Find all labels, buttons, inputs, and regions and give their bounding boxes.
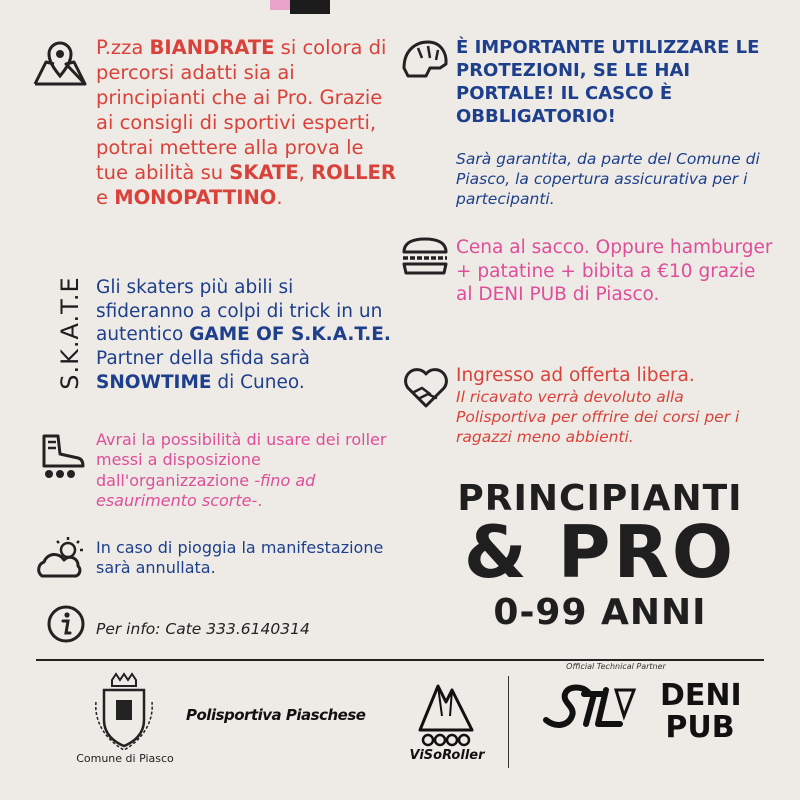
snowtime-word: SNOWTIME [96, 371, 212, 393]
period: . [257, 491, 263, 511]
rain-paragraph: In caso di pioggia la manifestazione sarà annullata. [96, 538, 384, 578]
roller-paragraph [96, 430, 396, 512]
skate-game-text: Gli skaters più abili si sfideranno a colpi di trick in un autentico [96, 277, 383, 346]
weather-icon [34, 536, 90, 584]
partner-text: Partner della sfida sarà [96, 348, 310, 370]
dinner-paragraph: Cena al sacco. Oppure hamburger + patatine + bibita a €10 grazie al DENI PUB di Piasco. [456, 237, 773, 306]
headline-and-pro: & PRO [463, 510, 737, 594]
comma: , [298, 160, 312, 184]
headline-age-range: 0-99 ANNI [493, 592, 707, 633]
skate-word: SKATE [229, 160, 299, 184]
comune-crest-logo [92, 672, 156, 752]
donation-paragraph: Il ricavato verrà devoluto alla Polisportiva per offrire dei corsi per i ragazzi meno abbienti. [456, 388, 740, 446]
roller-skate-icon [36, 432, 88, 480]
headline-principianti: PRINCIPIANTI [457, 478, 743, 519]
period: . [276, 185, 283, 209]
info-icon [46, 604, 86, 644]
visoroller-logo [416, 676, 476, 748]
roller-word: ROLLER [311, 160, 396, 184]
roller-limit: -fino ad esaurimento scorte- [96, 470, 316, 511]
insurance-paragraph: Sarà garantita, da parte del Comune di Piasco, la copertura assicurativa per i partecipanti. [456, 150, 760, 208]
skate-label: S.K.A.T.E [56, 276, 84, 390]
polisportiva-logo: Polisportiva Piaschese [186, 706, 366, 724]
visoroller-label: ViSoRoller [409, 748, 485, 763]
monopattino-word: MONOPATTINO [114, 185, 277, 209]
comune-label: Comune di Piasco [76, 752, 174, 765]
venue-paragraph [96, 36, 396, 211]
venue-prefix: P.zza [96, 36, 150, 59]
venue-name: BIANDRATE [149, 36, 275, 59]
stl-logo [540, 676, 640, 740]
skate-game-paragraph [96, 276, 396, 394]
deni-pub-logo: DENI PUB [660, 678, 742, 745]
roller-text: Avrai la possibilità di usare dei roller messi a disposizione dall'organizzazione [96, 430, 387, 490]
top-decoration-pink [270, 0, 290, 10]
footer-divider [36, 659, 764, 661]
entry-paragraph: Ingresso ad offerta libera. [456, 365, 695, 386]
official-partner-label: Official Technical Partner [566, 662, 666, 671]
conjunction: e [96, 185, 115, 209]
map-pin-icon [32, 40, 88, 90]
protection-paragraph: È IMPORTANTE UTILIZZARE LE PROTEZIONI, SE LE HAI PORTALE! IL CASCO È OBBLIGATORIO! [456, 37, 760, 128]
game-of-skate: GAME OF S.K.A.T.E. [189, 324, 391, 346]
partner-separator [508, 676, 509, 768]
heart-hands-icon [400, 364, 452, 410]
top-decoration-black [290, 0, 330, 14]
sandwich-icon [400, 236, 450, 278]
contact-info: Per info: Cate 333.6140314 [96, 620, 310, 638]
venue-text: si colora di percorsi adatti sia ai principianti che ai Pro. Grazie ai consigli di sportivi esperti, potrai mettere alla prova le tue abilità su [96, 36, 387, 184]
cuneo-text: di Cuneo. [211, 371, 305, 393]
helmet-icon [400, 38, 450, 82]
